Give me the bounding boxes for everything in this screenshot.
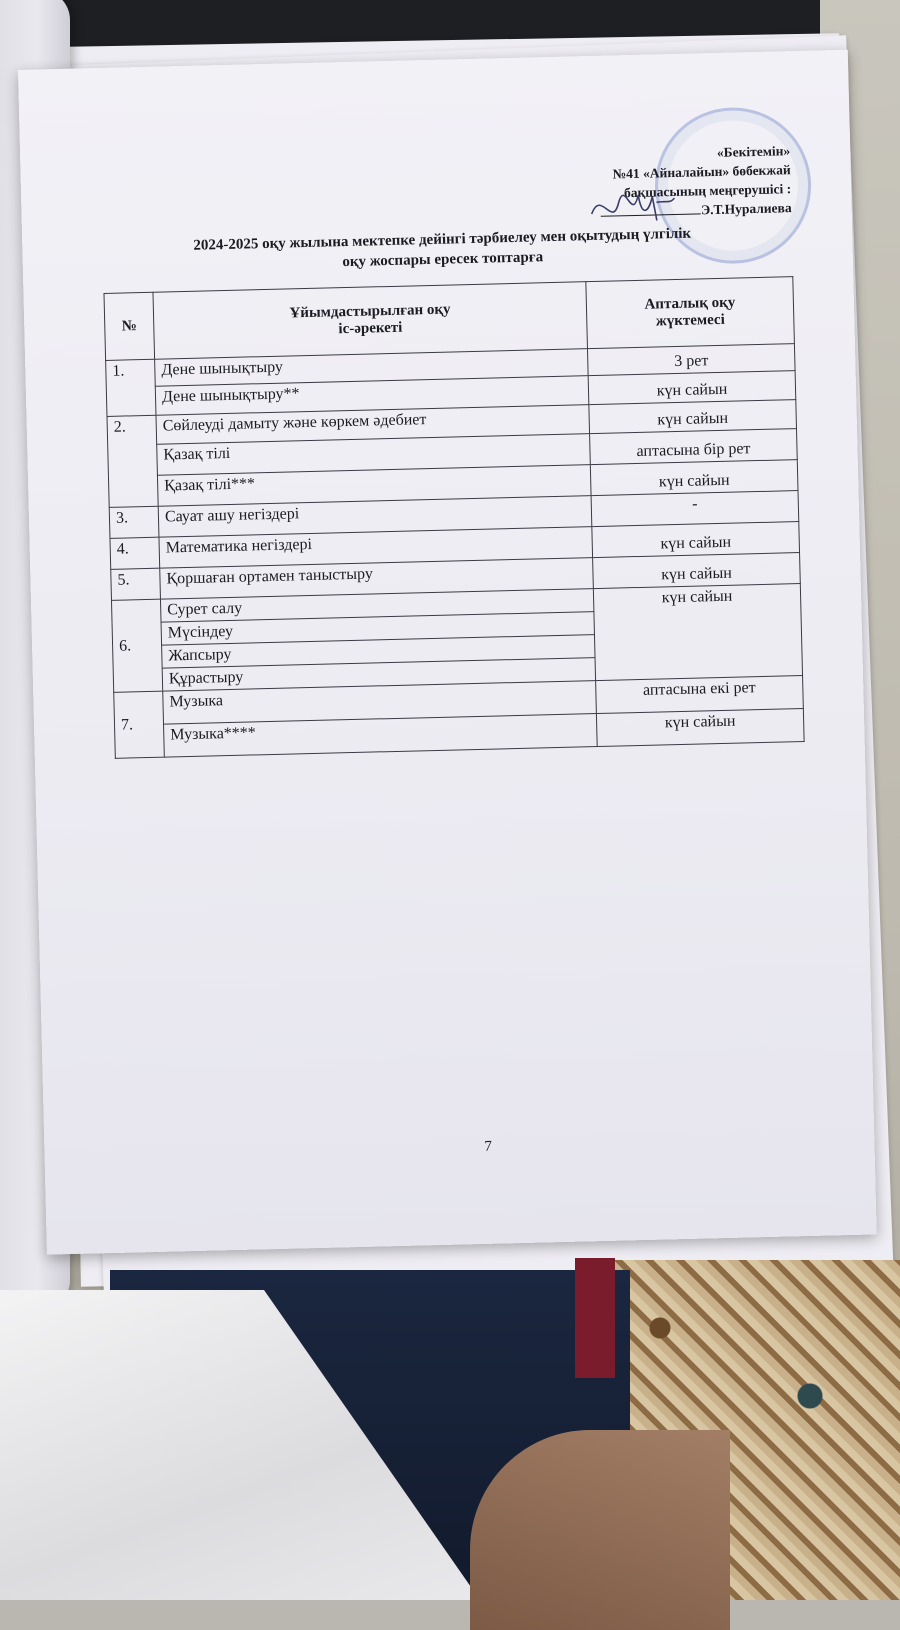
row-load: күн сайын [592, 522, 800, 558]
row-load: күн сайын [589, 400, 797, 434]
row-activity: Сауат ашу негіздері [158, 496, 592, 538]
approval-line-2: №41 «Айналайын» бөбекжай [612, 162, 791, 182]
row-load: күн сайын [593, 553, 801, 589]
header-activity-line-1: Ұйымдастырылған оқу [289, 301, 451, 322]
row-number: 2. [107, 415, 158, 507]
row-load: аптасына екі рет [596, 676, 804, 714]
document-page [18, 50, 877, 1255]
row-activity: Қазақ тілі*** [157, 465, 591, 507]
arm [470, 1430, 730, 1630]
row-number: 4. [110, 537, 160, 569]
row-activity: Сурет салу [160, 589, 593, 623]
document-title [102, 221, 783, 278]
row-activity: Жапсыру [162, 635, 595, 669]
row-activity: Қоршаған ортамен таныстыру [160, 558, 594, 600]
row-load: күн сайын [593, 584, 802, 681]
header-activity-line-2: іс-әрекеті [338, 319, 403, 338]
page-number: 7 [484, 1138, 493, 1155]
row-load: 3 рет [587, 344, 795, 376]
row-activity: Дене шынықтыру [155, 349, 589, 387]
row-load: - [591, 491, 799, 527]
row-activity: Сөйлеуді дамыту және көркем әдебиет [156, 405, 590, 445]
row-load: күн сайын [596, 709, 804, 747]
row-activity: Дене шынықтыру** [155, 376, 589, 416]
approval-line-1: «Бекітемін» [716, 143, 791, 160]
title-line-1: 2024-2025 оқу жылына мектепке дейінгі тәрбиелеу мен оқытудың үлгілік [193, 225, 692, 254]
header-load-line-1: Апталық оқу [644, 294, 736, 313]
approval-line-3: бақшасының меңгерушісі : [623, 181, 792, 201]
red-fabric [575, 1258, 615, 1378]
row-activity: Мүсіндеу [161, 612, 594, 646]
row-load: күн сайын [590, 460, 798, 496]
row-activity: Музыка [163, 681, 597, 725]
row-number: 3. [109, 506, 159, 538]
header-load-line-2: жүктемесі [655, 311, 725, 330]
row-activity: Құрастыру [162, 658, 595, 692]
row-number: 1. [106, 359, 156, 416]
approval-signatory: Э.Т.Нуралиева [700, 200, 792, 218]
row-load: аптасына бір рет [590, 429, 798, 465]
row-activity: Қазақ тілі [157, 434, 591, 476]
header-activity [153, 282, 588, 360]
row-activity: Музыка**** [164, 714, 598, 758]
row-number: 7. [114, 691, 165, 758]
header-no: № [104, 292, 155, 360]
row-number: 5. [111, 568, 161, 600]
header-load [586, 277, 795, 349]
curriculum-table [103, 276, 804, 759]
row-number: 6. [111, 599, 162, 692]
row-activity: Математика негіздері [159, 527, 593, 569]
title-line-2: оқу жоспары ересек топтарға [342, 249, 544, 271]
row-load: күн сайын [588, 371, 796, 405]
